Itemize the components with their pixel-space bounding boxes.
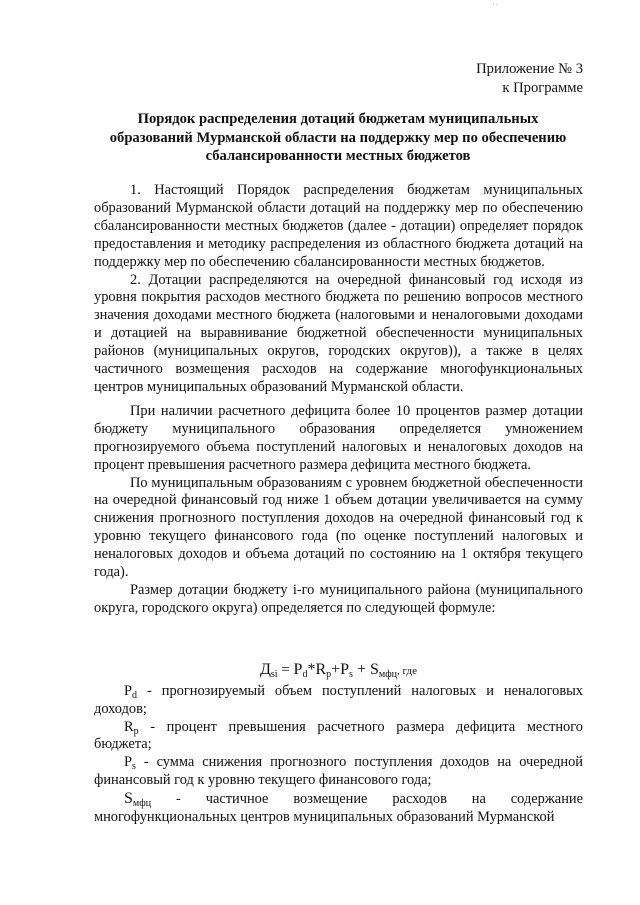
title-line-3: сбалансированности местных бюджетов	[205, 148, 471, 164]
definition-pd-sub: d	[132, 689, 138, 701]
definition-ps-text: - сумма снижения прогнозного поступления доходов на очередной финансовый год к уровню текущего финансового года;	[94, 754, 583, 789]
paragraph-3: При наличии расчетного дефицита более 10 процентов размер дотации бюджету муниципального образования определяется умножением прогнозируемого объема поступлений налоговых и неналоговых доходов на процент превышения расчетного размера дефицита местного бюджета.	[94, 402, 583, 473]
definition-rp-text: - процент превышения расчетного размера дефицита местного бюджета;	[94, 718, 583, 753]
title-line-2: образований Мурманской области на поддержку мер по обеспечению	[109, 129, 567, 146]
formula-ps-sub: s	[349, 668, 353, 680]
title-line-1: Порядок распределения дотаций бюджетам муниципальных	[137, 111, 539, 127]
definition-pd-symbol: P	[124, 682, 133, 699]
page-number-mark: ··	[492, 0, 499, 11]
appendix-program: к Программе	[502, 80, 583, 96]
subsidy-formula	[94, 660, 583, 681]
formula-plus2: + S	[352, 660, 379, 678]
definition-smfc	[94, 790, 583, 827]
definition-ps-symbol: P	[124, 754, 133, 771]
definition-pd-text: - прогнозируемый объем поступлений налоговых и неналоговых доходов;	[94, 682, 583, 717]
formula-r-sub: p	[326, 668, 332, 680]
paragraph-1: 1. Настоящий Порядок распределения бюджетам муниципальных образований Мурманской области дотаций на поддержку мер по обеспечению сбалансированности местных бюджетов (далее - дотации) определяет порядок предоставления и методику распределения из областного бюджета дотаций на поддержку мер по обеспечению сбалансированности местных бюджетов.	[94, 182, 583, 270]
formula-mul: *R	[307, 660, 327, 678]
paragraph-5: Размер дотации бюджету i-го муниципального района (муниципального округа, городского округа) определяется по следующей формуле:	[94, 581, 583, 616]
formula-d-sub: si	[270, 668, 278, 680]
definition-ps	[94, 754, 583, 790]
formula-plus1: +P	[331, 660, 350, 678]
formula-where: , где	[397, 664, 417, 677]
formula-p: P	[293, 660, 303, 678]
definition-smfc-text: - частичное возмещение расходов на содержание многофункциональных центров муниципальных образований Мурманской	[94, 791, 583, 826]
formula-eq: =	[277, 661, 294, 678]
definition-pd	[94, 683, 583, 719]
definition-smfc-sub: мфц	[132, 798, 152, 810]
formula-d: Д	[259, 660, 271, 678]
appendix-header	[476, 60, 583, 98]
definition-rp-symbol: R	[124, 718, 134, 735]
appendix-number: Приложение № 3	[476, 61, 583, 77]
formula-p-sub: d	[302, 668, 308, 680]
formula-s-sub: мфц	[378, 668, 398, 680]
definition-rp-sub: p	[133, 725, 139, 737]
document-body	[94, 182, 583, 827]
paragraph-2: 2. Дотации распределяются на очередной финансовый год исходя из уровня покрытия расходов местного бюджета по решению вопросов местного значения доходами местного бюджета (налоговыми и неналоговыми доходами и дотацией на выравнивание бюджетной обеспеченности муниципальных районов (муниципальных округов, городских округов)), а также в целях частичного возмещения расходов на содержание многофункциональных центров муниципальных образований Мурманской области.	[94, 271, 583, 395]
definition-rp	[94, 719, 583, 755]
definition-smfc-symbol: S	[124, 790, 133, 808]
definition-ps-sub: s	[132, 761, 136, 773]
paragraph-4: По муниципальным образованиям с уровнем бюджетной обеспеченности на очередной финансовый год ниже 1 объем дотации увеличивается на сумму снижения прогнозного поступления доходов на очередной финансовый год к уровню текущего финансового года (по оценке поступлений налоговых и неналоговых доходов и объема дотаций по состоянию на 1 октября текущего года).	[94, 474, 583, 581]
document-title	[94, 110, 582, 166]
